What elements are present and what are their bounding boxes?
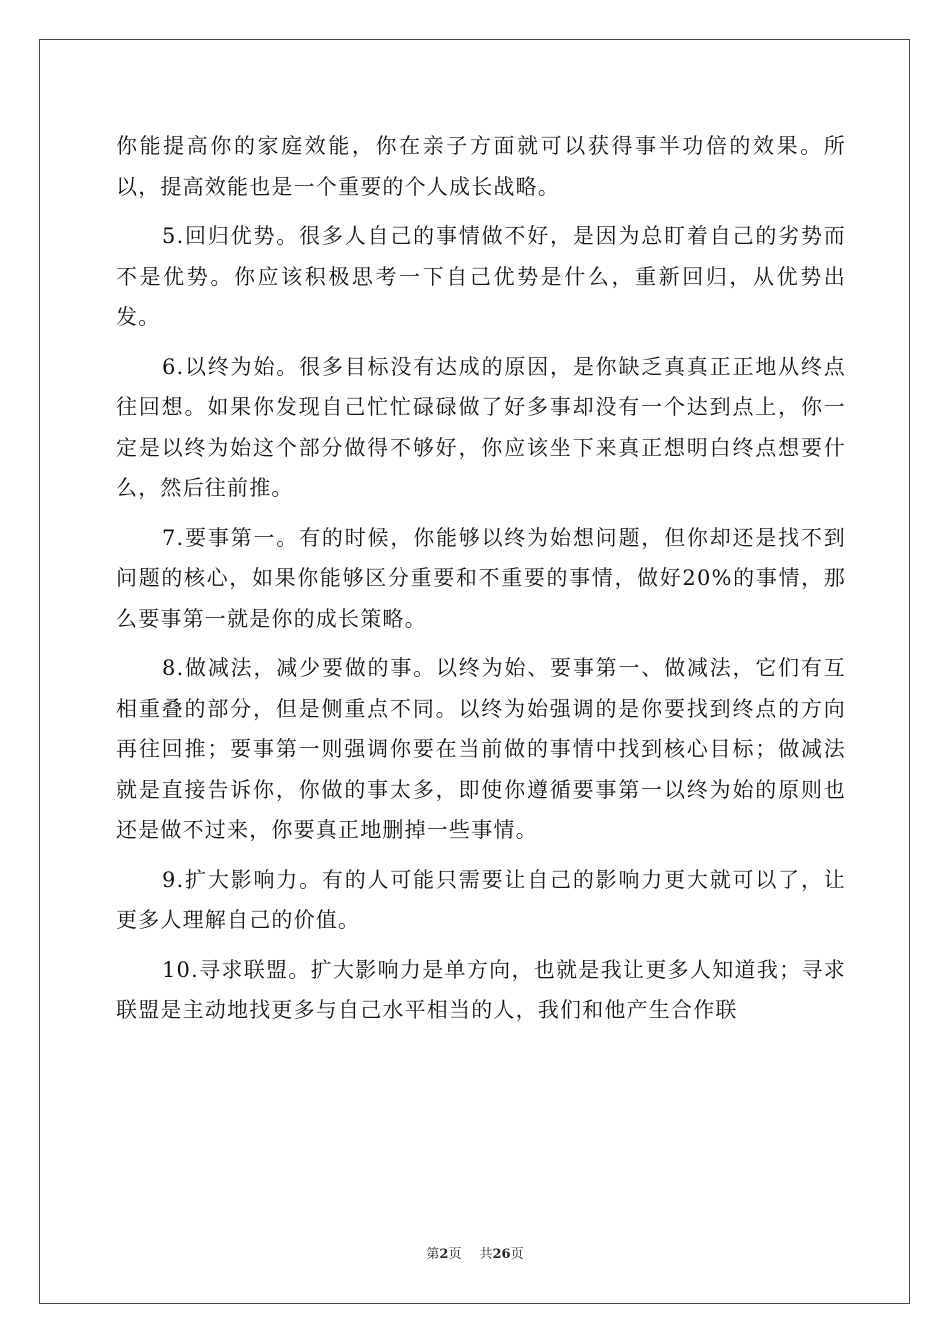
paragraph-6: 9.扩大影响力。有的人可能只需要让自己的影响力更大就可以了，让更多人理解自己的价值。 (116, 867, 846, 932)
page-number-current: 2 (439, 1247, 449, 1262)
page-total-prefix: 共 (479, 1247, 493, 1262)
document-body (116, 126, 846, 1040)
paragraph-1: 你能提高你的家庭效能，你在亲子方面就可以获得事半功倍的效果。所以，提高效能也是一个重要的个人成长战略。 (116, 134, 846, 199)
paragraph-5: 8.做减法，减少要做的事。以终为始、要事第一、做减法，它们有互相重叠的部分，但是侧重点不同。以终为始强调的是你要找到终点的方向再往回推；要事第一则强调你要在当前做的事情中找到核心目标；做减法就是直接告诉你，你做的事太多，即使你遵循要事第一以终为始的原则也还是做不过来，你要真正地删掉一些事情。 (116, 656, 846, 842)
page-footer (0, 1246, 950, 1264)
page-number-prefix: 第 (426, 1247, 440, 1262)
paragraph-3: 6.以终为始。很多目标没有达成的原因，是你缺乏真真正正地从终点往回想。如果你发现自己忙忙碌碌做了好多事却没有一个达到点上，你一定是以终为始这个部分做得不够好，你应该坐下来真正想明白终点想要什么，然后往前推。 (116, 354, 846, 500)
paragraph-2: 5.回归优势。很多人自己的事情做不好，是因为总盯着自己的劣势而不是优势。你应该积极思考一下自己优势是什么，重新回归，从优势出发。 (116, 224, 846, 329)
paragraph-7: 10.寻求联盟。扩大影响力是单方向，也就是我让更多人知道我；寻求联盟是主动地找更多与自己水平相当的人，我们和他产生合作联 (116, 957, 846, 1022)
page-total-suffix: 页 (510, 1247, 524, 1262)
page-number-total: 26 (492, 1247, 511, 1262)
paragraph-4: 7.要事第一。有的时候，你能够以终为始想问题，但你却还是找不到问题的核心，如果你能够区分重要和不重要的事情，做好20%的事情，那么要事第一就是你的成长策略。 (116, 525, 846, 631)
page-number-suffix: 页 (448, 1247, 462, 1262)
